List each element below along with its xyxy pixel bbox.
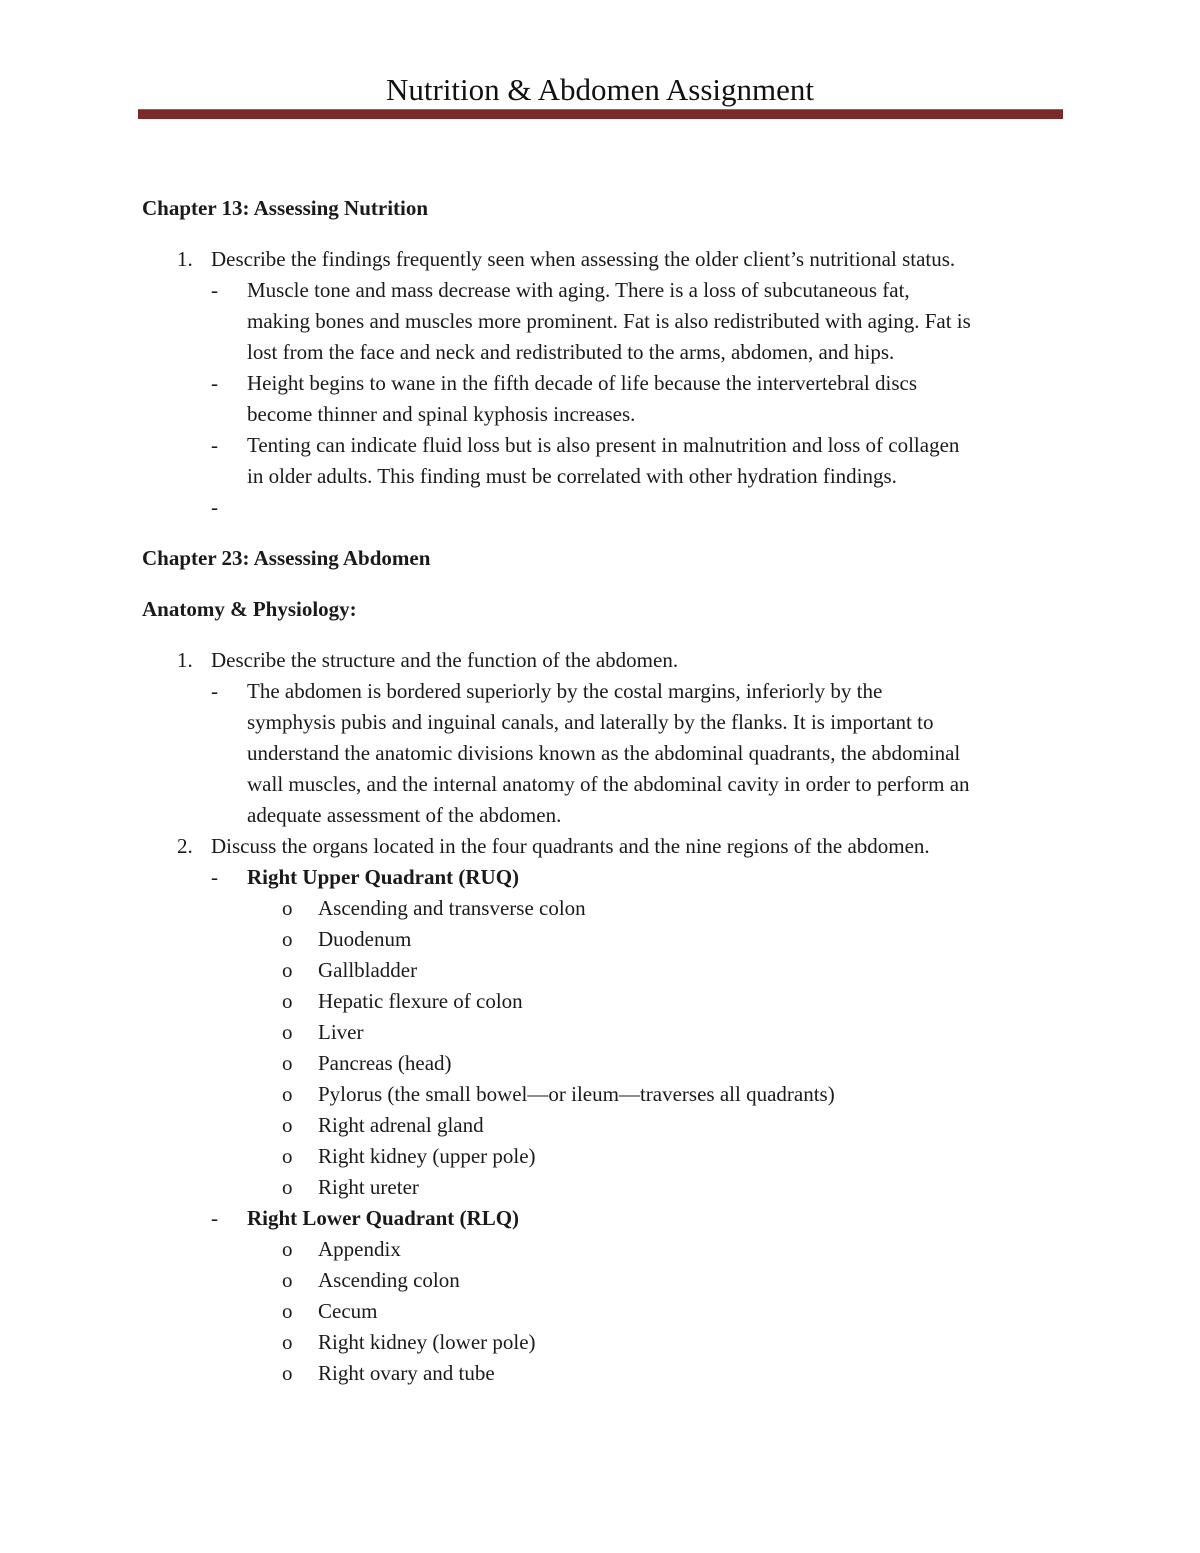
answer-line: become thinner and spinal kyphosis increases.	[247, 402, 636, 426]
chapter-23-heading: Chapter 23: Assessing Abdomen	[142, 546, 431, 570]
list-item	[142, 986, 1072, 1017]
list-item	[142, 955, 1072, 986]
question-text: Describe the findings frequently seen when assessing the older client’s nutritional status.	[211, 247, 956, 271]
question-number: 1.	[177, 247, 193, 271]
bullet-marker: o	[282, 1051, 293, 1075]
organ-name: Ascending and transverse colon	[318, 896, 586, 920]
dash-marker: -	[211, 495, 218, 519]
document-body	[142, 193, 1072, 1389]
list-item	[142, 1265, 1072, 1296]
question-number: 1.	[177, 648, 193, 672]
list-item	[142, 893, 1072, 924]
list-item	[142, 1327, 1072, 1358]
answer-line: adequate assessment of the abdomen.	[247, 803, 562, 827]
bullet-marker: o	[282, 1268, 293, 1292]
answer-line: symphysis pubis and inguinal canals, and laterally by the flanks. It is important to	[247, 710, 934, 734]
bullet-marker: o	[282, 1113, 293, 1137]
question-2	[142, 831, 1072, 862]
answer-line: making bones and muscles more prominent. Fat is also redistributed with aging. Fat is	[247, 309, 971, 333]
answer-item	[142, 368, 1072, 430]
organ-name: Cecum	[318, 1299, 378, 1323]
answer-line: lost from the face and neck and redistributed to the arms, abdomen, and hips.	[247, 340, 895, 364]
answer-line: understand the anatomic divisions known as the abdominal quadrants, the abdominal	[247, 741, 961, 765]
list-item	[142, 1017, 1072, 1048]
answer-line: Tenting can indicate fluid loss but is also present in malnutrition and loss of collagen	[247, 433, 960, 457]
answer-item	[142, 676, 1072, 831]
organ-name: Right kidney (lower pole)	[318, 1330, 536, 1354]
answer-line: wall muscles, and the internal anatomy of the abdominal cavity in order to perform an	[247, 772, 970, 796]
list-item	[142, 1234, 1072, 1265]
bullet-marker: o	[282, 1082, 293, 1106]
organ-name: Ascending colon	[318, 1268, 460, 1292]
organ-name: Liver	[318, 1020, 364, 1044]
bullet-marker: o	[282, 1144, 293, 1168]
answer-line: in older adults. This finding must be correlated with other hydration findings.	[247, 464, 897, 488]
dash-marker: -	[211, 1206, 218, 1230]
question-text: Describe the structure and the function of the abdomen.	[211, 648, 679, 672]
question-1	[142, 645, 1072, 676]
list-item	[142, 924, 1072, 955]
dash-marker: -	[211, 433, 218, 457]
quadrant-label: Right Lower Quadrant (RLQ)	[247, 1206, 520, 1230]
bullet-marker: o	[282, 927, 293, 951]
organ-name: Hepatic flexure of colon	[318, 989, 523, 1013]
bullet-marker: o	[282, 1330, 293, 1354]
organ-name: Pancreas (head)	[318, 1051, 452, 1075]
list-item	[142, 1048, 1072, 1079]
bullet-marker: o	[282, 958, 293, 982]
section-subheading: Anatomy & Physiology:	[142, 597, 357, 621]
question-text: Discuss the organs located in the four quadrants and the nine regions of the abdomen.	[211, 834, 930, 858]
bullet-marker: o	[282, 1020, 293, 1044]
list-item	[142, 1172, 1072, 1203]
title-divider	[138, 109, 1063, 119]
list-item	[142, 1296, 1072, 1327]
organ-name: Appendix	[318, 1237, 401, 1261]
organ-name: Right kidney (upper pole)	[318, 1144, 536, 1168]
list-item	[142, 1141, 1072, 1172]
empty-answer-item	[142, 492, 1072, 523]
bullet-marker: o	[282, 1361, 293, 1385]
chapter-13-heading: Chapter 13: Assessing Nutrition	[142, 196, 429, 220]
dash-marker: -	[211, 278, 218, 302]
list-item	[142, 1358, 1072, 1389]
answer-item	[142, 430, 1072, 492]
organ-name: Duodenum	[318, 927, 412, 951]
question-number: 2.	[177, 834, 193, 858]
quadrant-heading-rlq	[142, 1203, 1072, 1234]
page-title: Nutrition & Abdomen Assignment	[386, 72, 814, 107]
answer-line: Muscle tone and mass decrease with aging. There is a loss of subcutaneous fat,	[247, 278, 910, 302]
organ-name: Right ureter	[318, 1175, 419, 1199]
bullet-marker: o	[282, 1237, 293, 1261]
list-item	[142, 1110, 1072, 1141]
organ-name: Right adrenal gland	[318, 1113, 484, 1137]
list-item	[142, 1079, 1072, 1110]
dash-marker: -	[211, 865, 218, 889]
bullet-marker: o	[282, 1175, 293, 1199]
question-1	[142, 244, 1072, 275]
quadrant-label: Right Upper Quadrant (RUQ)	[247, 865, 520, 889]
dash-marker: -	[211, 371, 218, 395]
organ-name: Right ovary and tube	[318, 1361, 495, 1385]
bullet-marker: o	[282, 989, 293, 1013]
answer-line: The abdomen is bordered superiorly by the costal margins, inferiorly by the	[247, 679, 883, 703]
answer-item	[142, 275, 1072, 368]
organ-name: Pylorus (the small bowel—or ileum—traverses all quadrants)	[318, 1082, 835, 1106]
organ-name: Gallbladder	[318, 958, 418, 982]
quadrant-heading-ruq	[142, 862, 1072, 893]
bullet-marker: o	[282, 896, 293, 920]
bullet-marker: o	[282, 1299, 293, 1323]
dash-marker: -	[211, 679, 218, 703]
answer-line: Height begins to wane in the fifth decade of life because the intervertebral discs	[247, 371, 917, 395]
